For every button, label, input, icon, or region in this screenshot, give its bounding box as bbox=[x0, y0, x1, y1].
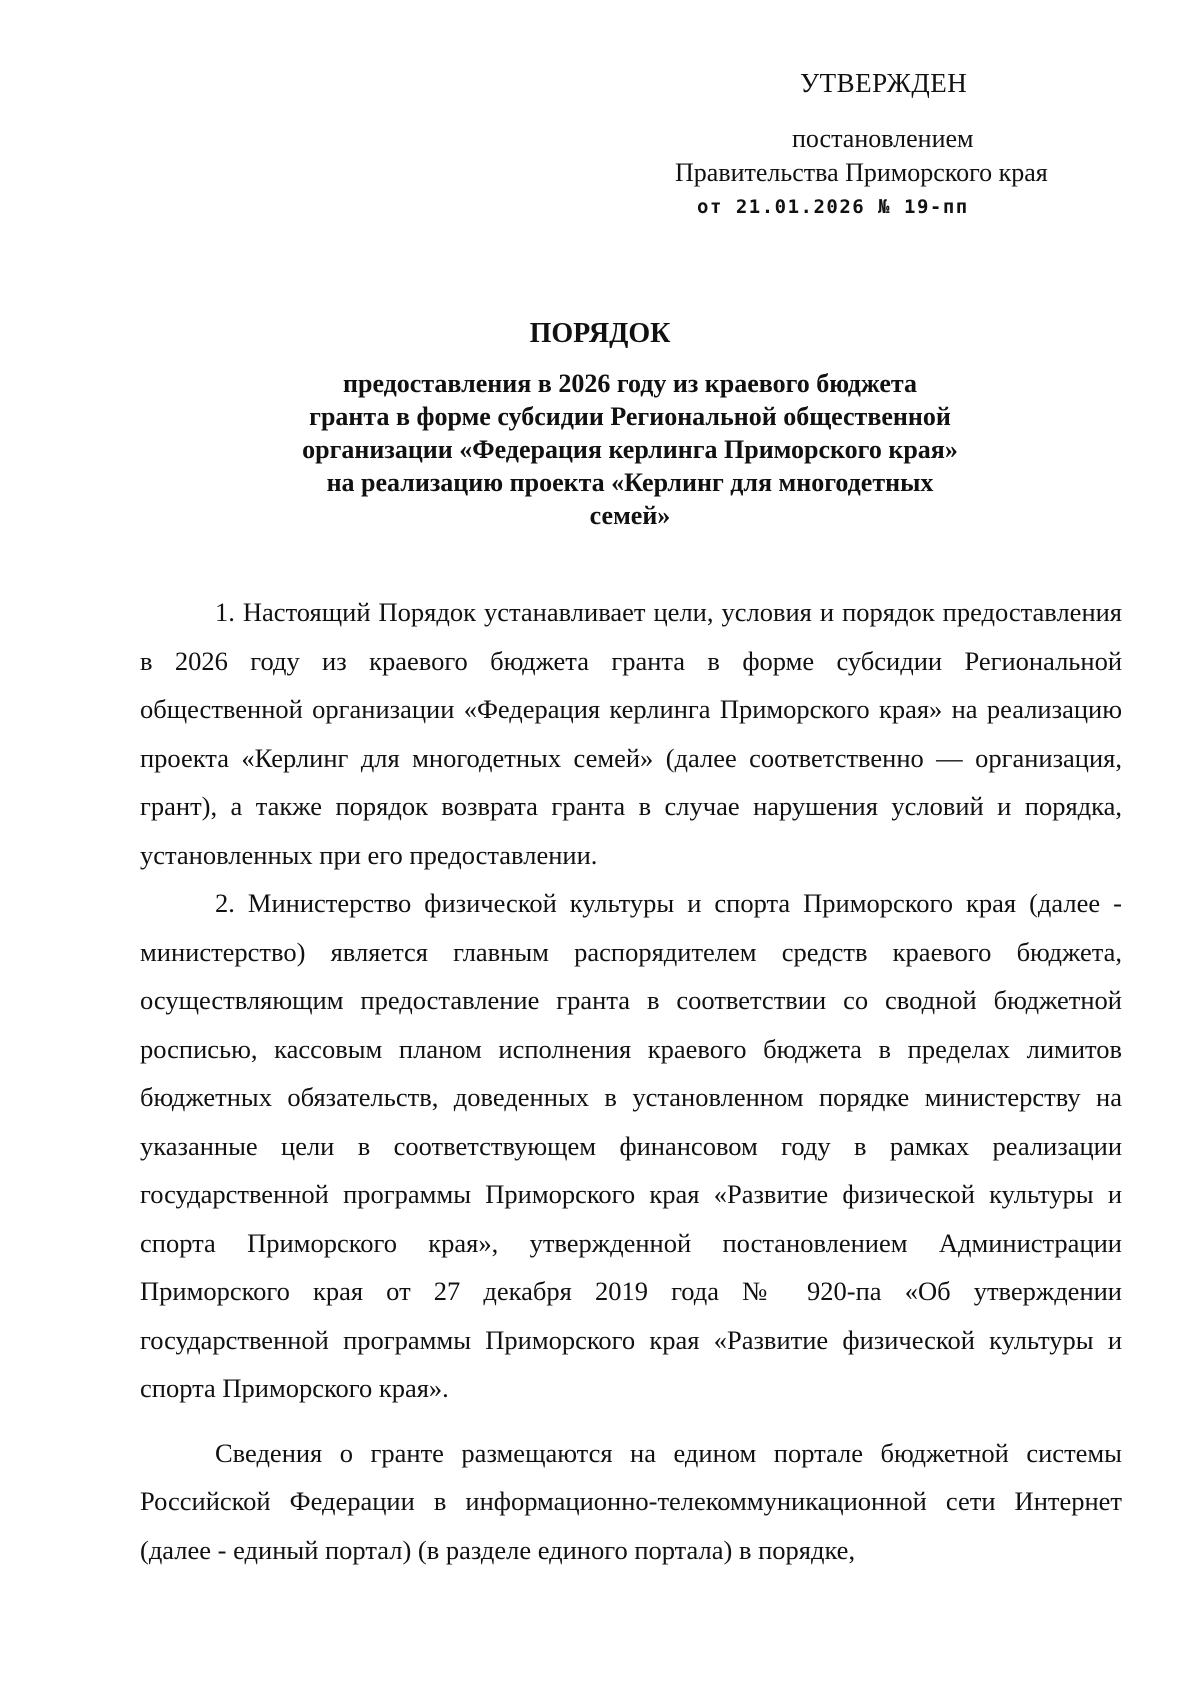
subtitle-line: гранта в форме субсидии Региональной общественной bbox=[309, 402, 951, 431]
subtitle-line: организации «Федерация керлинга Приморского края» bbox=[302, 435, 958, 464]
subtitle-line: предоставления в 2026 году из краевого бюджета bbox=[343, 369, 917, 398]
approval-stamp-title: УТВЕРЖДЕН bbox=[800, 68, 968, 98]
paragraph-3: Сведения о гранте размещаются на едином портале бюджетной системы Российской Федерации в информационно-телекоммуникационной сети Интернет (далее - единый портал) (в разделе единого портала) в порядке, bbox=[140, 1437, 1122, 1565]
approval-line-resolution: постановлением bbox=[792, 124, 974, 153]
approval-line-government: Правительства Приморского края bbox=[675, 158, 1048, 187]
document-heading: ПОРЯДОК bbox=[529, 318, 671, 349]
document-body bbox=[140, 588, 1122, 1574]
document-subtitle bbox=[200, 367, 1060, 532]
approval-date-number: от 21.01.2026 № 19-пп bbox=[697, 196, 969, 218]
paragraph-2: 2. Министерство физической культуры и спорта Приморского края (далее - министерство) является главным распорядителем средств краевого бюджета, осуществляющим предоставление гранта в соответствии со сводной бюджетной росписью, кассовым планом исполнения краевого бюджета в пределах лимитов бюджетных обязательств, доведенных в установленном порядке министерству на указанные цели в соответствующем финансовом году в рамках реализации государственной программы Приморского края «Развитие физической культуры и спорта Приморского края», утвержденной постановлением Администрации Приморского края от 27 декабря 2019 года № 920-па «Об утверждении государственной программы Приморского края «Развитие физической культуры и спорта Приморского края». bbox=[140, 888, 1122, 1403]
subtitle-line: на реализацию проекта «Керлинг для многодетных bbox=[326, 468, 934, 497]
subtitle-line: семей» bbox=[589, 501, 671, 530]
paragraph-1: 1. Настоящий Порядок устанавливает цели, условия и порядок предоставления в 2026 году из краевого бюджета гранта в форме субсидии Региональной общественной организации «Федерация керлинга Приморского края» на реализацию проекта «Керлинг для многодетных семей» (далее соответственно — организация, грант), а также порядок возврата гранта в случае нарушения условий и порядка, установленных при его предоставлении. bbox=[140, 597, 1122, 870]
